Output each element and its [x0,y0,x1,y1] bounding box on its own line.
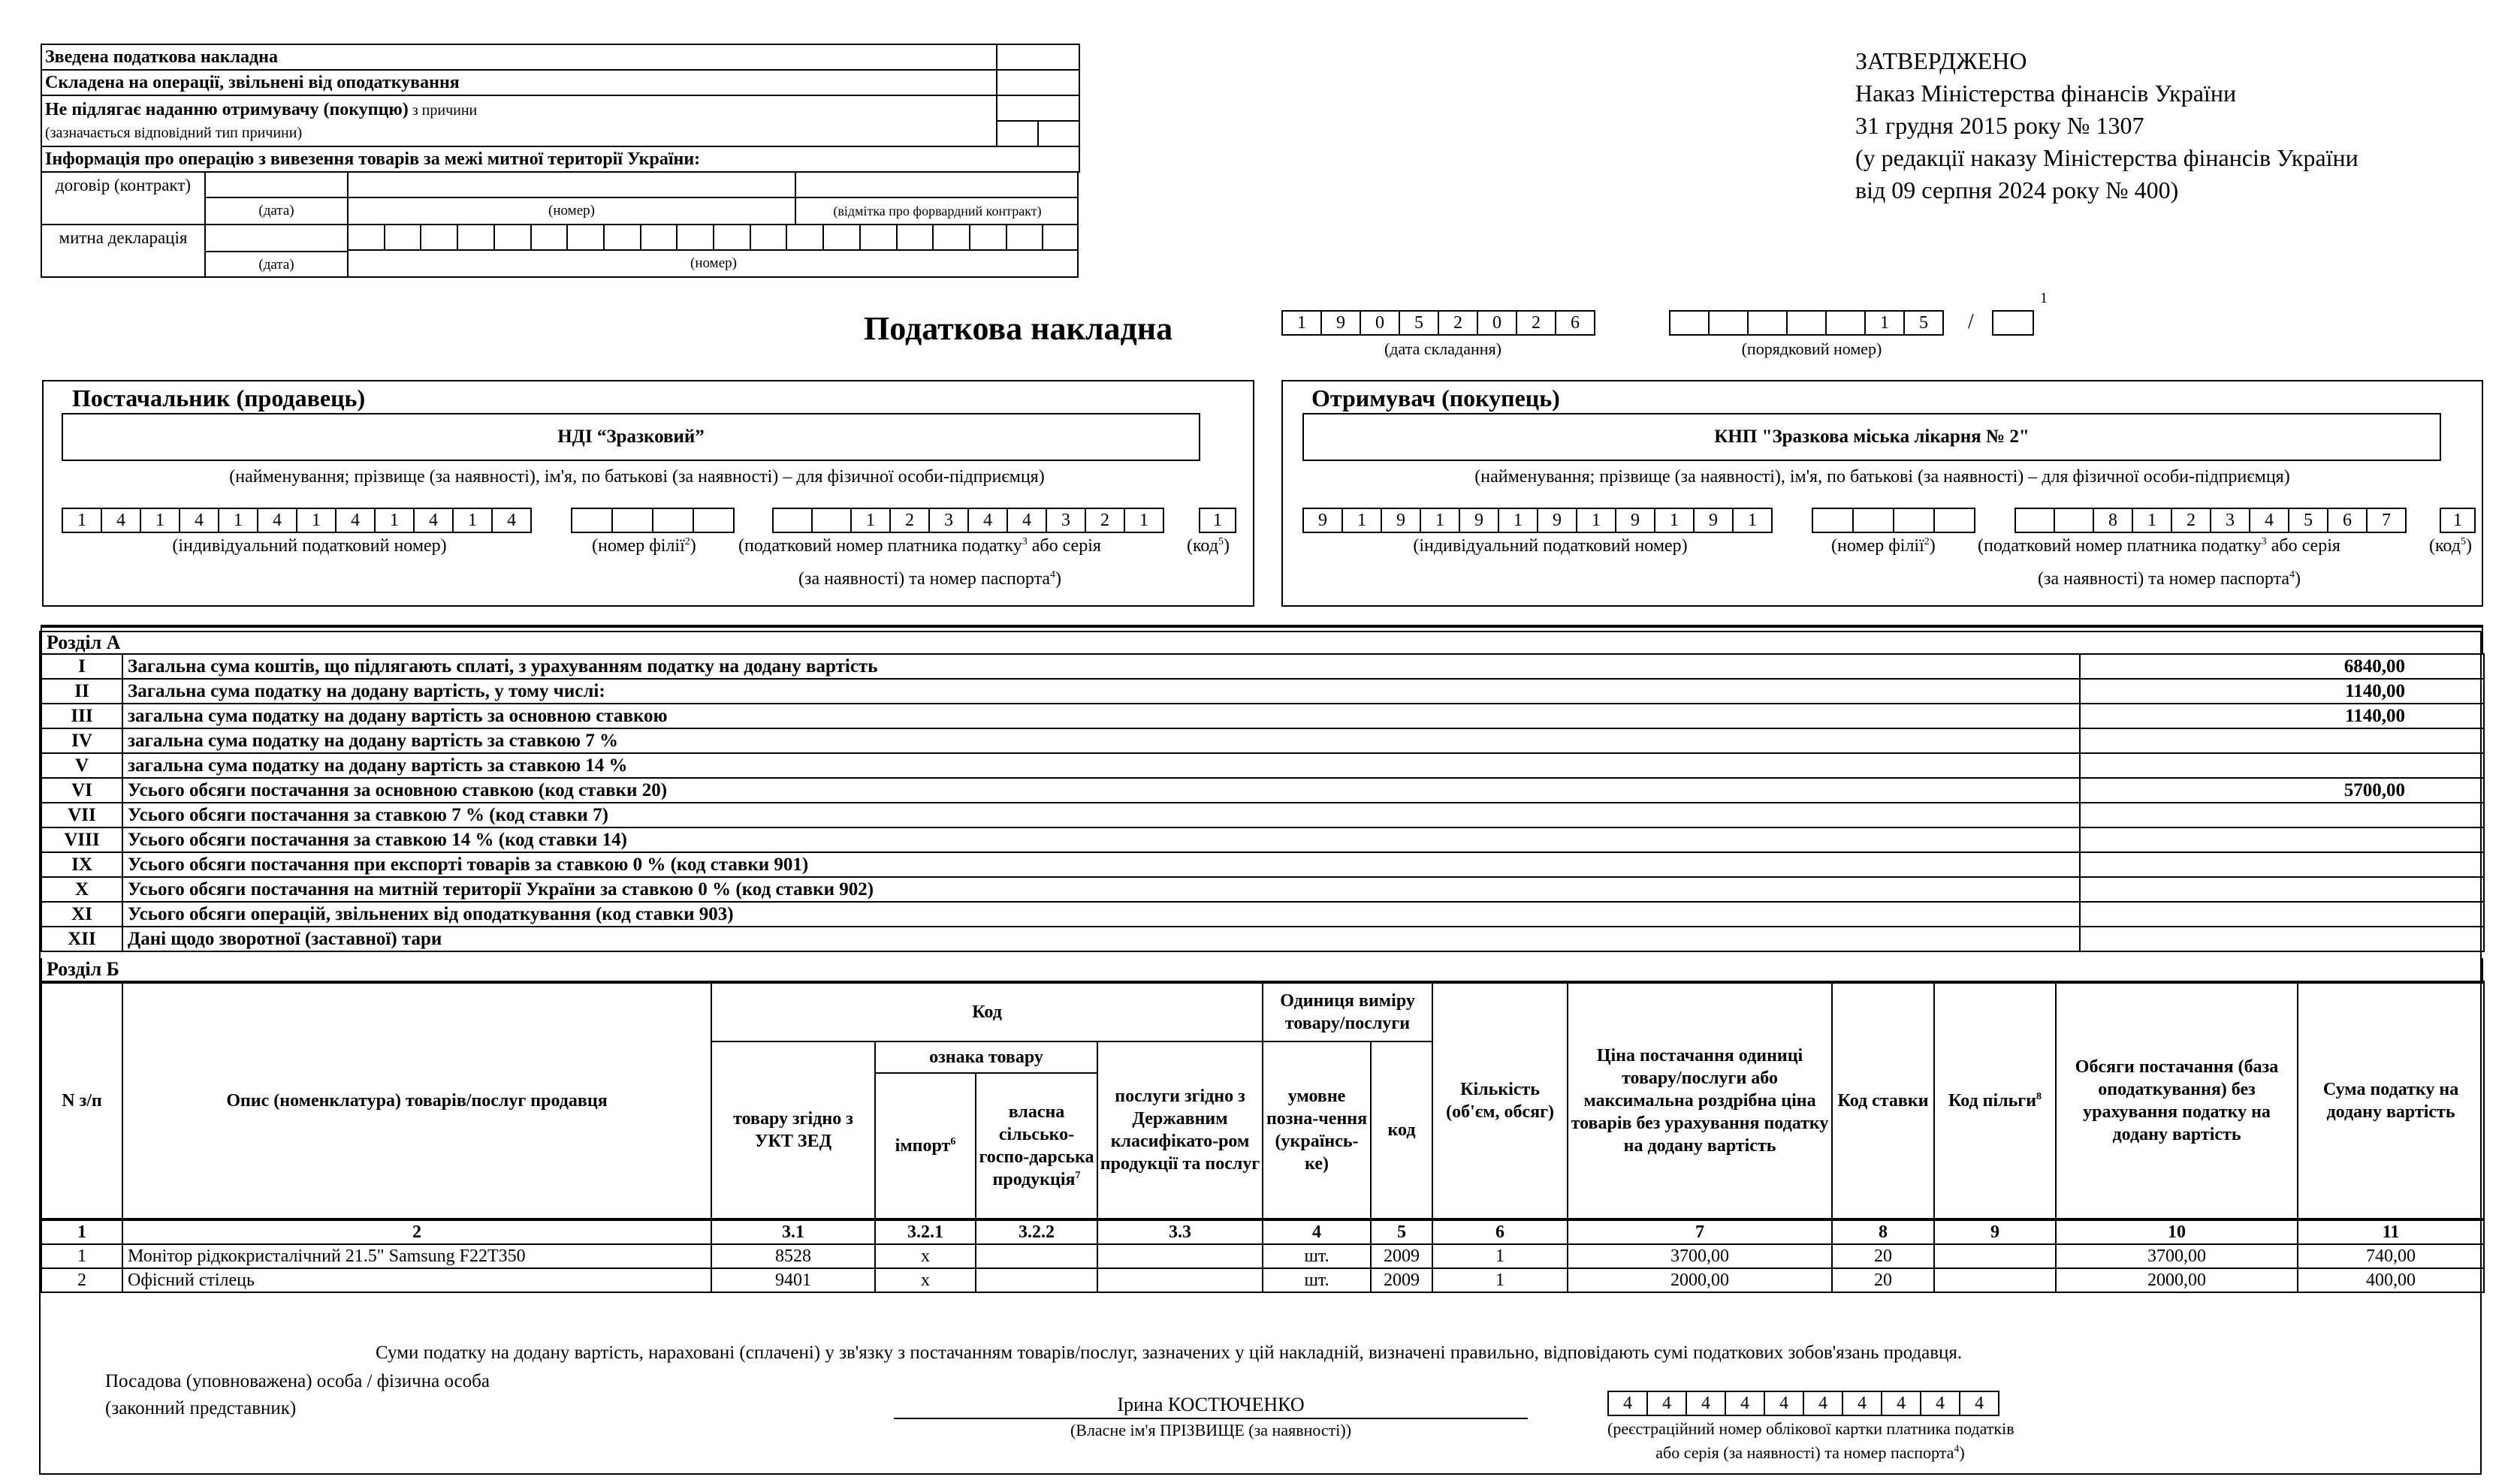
digit-box[interactable]: 1 [140,508,180,533]
digit-box[interactable] [772,508,813,533]
col-vat-header: Сума податку на додану вартість [2298,982,2484,1219]
digit-box[interactable]: 2 [889,508,930,533]
digit-box[interactable]: 1 [1654,508,1695,533]
section-a-row-number: IV [41,728,122,753]
forwarding-field[interactable] [796,173,1079,198]
digit-box[interactable]: 4 [1607,1391,1648,1416]
buyer-block [1281,380,2483,607]
digit-box[interactable]: 1 [850,508,891,533]
buyer-code-caption: (код$^5$) [2429,536,2472,556]
col-unit-name-header: умовне позна-чення (українсь-ке) [1263,1041,1371,1219]
reg-number-boxes[interactable] [1607,1391,1999,1416]
section-a-row-number: VIII [41,827,122,852]
not-delivered-label: Не підлягає наданню отримувачу (покупцю) з причини (зазначається відповідний тип причини) [41,95,997,146]
seller-name-field[interactable]: НДІ “Зразковий” [62,413,1200,461]
digit-box[interactable]: 4 [1764,1391,1804,1416]
consolidated-box[interactable] [997,44,1079,70]
contract-number-caption: (номер) [548,203,595,219]
seller-block [42,380,1254,607]
seller-branch-caption: (номер філії$^2$) [592,536,696,556]
reg-caption-2: або серія (за наявності) та номер паспорта$^4$) [1655,1443,1965,1462]
digit-box[interactable]: 4 [1646,1391,1687,1416]
goods-cell-desc[interactable]: Монітор рідкокристалічний 21.5" Samsung F22T350 [122,1244,711,1268]
col-sign-header: ознака товару [875,1041,1097,1073]
goods-cell-volume[interactable]: 2000,00 [2056,1268,2298,1292]
digit-box[interactable] [1747,310,1788,336]
seller-taxpayer-caption: (податковий номер платника податку$^3$ або серія [738,536,1101,556]
goods-cell-vat[interactable]: 400,00 [2298,1268,2484,1292]
approval-edition-date: від 09 серпня 2024 року № 400) [1855,176,2179,203]
section-a-row [41,654,2484,679]
digit-box[interactable]: 1 [452,508,493,533]
digit-box[interactable]: 1 [2132,508,2172,533]
customs-label: митна декларація [59,228,188,247]
section-b-title: Розділ Б [41,958,2483,981]
buyer-heading: Отримувач (покупець) [1311,384,1560,411]
section-a-row-number: X [41,877,122,902]
col-import-header: імпорт$^6$ [875,1073,976,1219]
col-benefit-header: Код пільги$^8$ [1934,982,2056,1219]
section-b-table [41,981,2485,1293]
col-rate-header: Код ставки [1832,982,1934,1219]
digit-box[interactable] [811,508,852,533]
digit-box[interactable]: 4 [967,508,1008,533]
digit-box[interactable]: 2 [1085,508,1125,533]
column-number: 7 [1568,1219,1832,1244]
section-a-row-text: загальна сума податку на додану вартість за ставкою 7 % [122,728,2080,753]
digit-box[interactable]: 1 [1341,508,1382,533]
digit-box[interactable]: 6 [2327,508,2368,533]
buyer-ipn-caption: (індивідуальний податковий номер) [1413,536,1688,556]
seller-code-box[interactable]: 1 [1199,508,1236,533]
goods-cell-import[interactable]: х [875,1268,976,1292]
digit-box[interactable]: 3 [1046,508,1086,533]
section-a-title: Розділ А [41,631,2483,653]
customs-date-caption: (дата) [258,257,294,273]
goods-cell-import[interactable]: х [875,1244,976,1268]
col-unit-code-header: код [1371,1041,1432,1219]
contract-date-caption: (дата) [206,198,347,225]
col-n-header: N з/п [41,982,122,1219]
digit-box[interactable]: 4 [1725,1391,1765,1416]
order-slash: / [1968,310,1974,333]
digit-box[interactable]: 1 [374,508,415,533]
goods-cell-benefit[interactable] [1934,1244,2056,1268]
digit-box[interactable]: 9 [1537,508,1577,533]
goods-cell-price[interactable]: 3700,00 [1568,1244,1832,1268]
contract-date-field[interactable] [206,173,347,198]
section-a-row-text: Загальна сума коштів, що підлягають сплаті, з урахуванням податку на додану вартість [122,654,2080,679]
export-info-label: Інформація про операцію з вивезення товарів за межі митної території України: [41,146,1079,172]
digit-box[interactable] [1825,310,1866,336]
col-qty-header: Кількість (об'єм, обсяг) [1432,982,1568,1219]
column-number: 3.1 [711,1219,875,1244]
digit-box[interactable]: 4 [257,508,297,533]
digit-box[interactable]: 9 [1320,310,1361,336]
section-a-row-value[interactable] [2080,753,2484,778]
buyer-branch-boxes[interactable] [1812,508,1975,533]
goods-cell-vat[interactable]: 740,00 [2298,1244,2484,1268]
digit-box[interactable]: 4 [1881,1391,1921,1416]
digit-box[interactable]: 5 [2288,508,2328,533]
section-a-table [41,653,2485,952]
exempt-label: Складена на операції, звільнені від оподаткування [41,70,997,95]
digit-box[interactable]: 4 [1803,1391,1843,1416]
digit-box[interactable]: 5 [1399,310,1439,336]
column-number: 5 [1371,1219,1432,1244]
section-a-row-text: Усього обсяги постачання за ставкою 7 % (код ставки 7) [122,803,2080,827]
section-a-row-value[interactable] [2080,877,2484,902]
digit-box[interactable]: 2 [1516,310,1556,336]
buyer-taxpayer-caption: (податковий номер платника податку$^3$ або серія [1978,536,2340,556]
section-a-row [41,728,2484,753]
section-a [41,625,2483,952]
section-a-row-value[interactable] [2080,803,2484,827]
digit-box[interactable]: 9 [1381,508,1421,533]
digit-box[interactable]: 2 [1438,310,1478,336]
digit-box[interactable] [1708,310,1749,336]
seller-heading: Постачальник (продавець) [72,384,366,411]
digit-box[interactable] [1669,310,1710,336]
order-number-boxes[interactable] [1669,310,1944,336]
section-a-row-value[interactable]: 1140,00 [2080,704,2484,728]
section-a-row-text: загальна сума податку на додану вартість за основною ставкою [122,704,2080,728]
section-a-row-number: XII [41,927,122,951]
section-a-row-text: Усього обсяги постачання за ставкою 14 % (код ставки 14) [122,827,2080,852]
col-price-header: Ціна постачання одиниці товару/послуги або максимальна роздрібна ціна товарів без урахування податку на додану вартість [1568,982,1832,1219]
export-details [41,173,1079,278]
footer-statement: Суми податку на додану вартість, нараховані (сплачені) у зв'язку з постачанням товарів/послуг, зазначених у цій накладній, визначені правильно, відповідають сумі податкових зобов'язань продавця. [376,1343,1963,1363]
buyer-branch-caption: (номер філії$^2$) [1831,536,1936,556]
col-desc-header: Опис (номенклатура) товарів/послуг продавця [122,982,711,1219]
digit-box[interactable]: 4 [1842,1391,1882,1416]
not-delivered-box[interactable] [997,96,1079,122]
goods-cell-own[interactable] [976,1244,1097,1268]
goods-cell-price[interactable]: 2000,00 [1568,1268,1832,1292]
column-number: 9 [1934,1219,2056,1244]
section-a-row [41,803,2484,827]
seller-code-caption: (код$^5$) [1187,536,1230,556]
digit-box[interactable]: 1 [62,508,102,533]
reg-caption-1: (реєстраційний номер облікової картки платника податків [1607,1419,2014,1438]
section-a-row-number: III [41,704,122,728]
buyer-passport-caption: (за наявності) та номер паспорта$^4$) [2038,569,2301,589]
digit-box[interactable]: 6 [1555,310,1595,336]
digit-box[interactable]: 1 [1420,508,1460,533]
buyer-taxpayer-boxes[interactable] [2014,508,2407,533]
digit-box[interactable]: 1 [1864,310,1905,336]
section-a-row-value[interactable] [2080,927,2484,951]
goods-cell-svc[interactable] [1097,1244,1263,1268]
digit-box[interactable]: 4 [335,508,376,533]
section-a-row-text: Дані щодо зворотної (заставної) тари [122,927,2080,951]
goods-row [41,1268,2484,1292]
digit-box[interactable]: 9 [1693,508,1734,533]
digit-box[interactable] [1786,310,1827,336]
section-a-row-number: I [41,654,122,679]
digit-box[interactable]: 4 [101,508,141,533]
approval-date: 31 грудня 2015 року № 1307 [1855,112,2144,139]
customs-number-caption: (номер) [690,255,737,271]
col-ukt-header: товару згідно з УКТ ЗЕД [711,1041,875,1219]
buyer-name-caption: (найменування; прізвище (за наявності), ім'я, по батькові (за наявності) – для фізичної особи-підприємця) [1474,467,2290,487]
digit-box[interactable]: 9 [1615,508,1655,533]
document-title: Податкова накладна [864,310,1173,347]
goods-cell-rate[interactable]: 20 [1832,1244,1934,1268]
column-number: 11 [2298,1219,2484,1244]
goods-cell-rate[interactable]: 20 [1832,1268,1934,1292]
section-a-row-text: Усього обсяги постачання на митній території України за ставкою 0 % (код ставки 902) [122,877,2080,902]
goods-cell-unit[interactable]: шт. [1263,1268,1371,1292]
buyer-name-field[interactable]: КНП "Зразкова міська лікарня № 2" [1302,413,2441,461]
section-a-row [41,877,2484,902]
digit-box[interactable]: 4 [491,508,532,533]
contract-number-field[interactable] [349,173,795,198]
digit-box[interactable]: 3 [928,508,969,533]
digit-box[interactable]: 1 [1124,508,1164,533]
buyer-code-box[interactable]: 1 [2440,508,2476,533]
seller-name-caption: (найменування; прізвище (за наявності), ім'я, по батькові (за наявності) – для фізичної особи-підприємця) [229,467,1045,487]
section-a-row [41,927,2484,951]
digit-box[interactable]: 1 [1498,508,1538,533]
consolidated-label: Зведена податкова накладна [41,44,997,70]
section-a-row-number: VII [41,803,122,827]
goods-cell-ukt[interactable]: 9401 [711,1268,875,1292]
seller-ipn-boxes[interactable] [62,508,532,533]
goods-cell-benefit[interactable] [1934,1268,2056,1292]
column-number: 3.3 [1097,1219,1263,1244]
section-a-row-number: XI [41,902,122,927]
section-a-row [41,902,2484,927]
goods-cell-qty[interactable]: 1 [1432,1244,1568,1268]
date-caption: (дата складання) [1384,339,1501,358]
reason-box-1[interactable] [997,122,1039,146]
digit-box[interactable]: 4 [413,508,454,533]
digit-box[interactable]: 3 [2210,508,2250,533]
digit-box[interactable]: 8 [2093,508,2133,533]
buyer-ipn-boxes[interactable] [1302,508,1773,533]
section-a-row-number: IX [41,852,122,877]
seller-taxpayer-boxes[interactable] [772,508,1164,533]
col-services-header: послуги згідно з Державним класифікато-ром продукції та послуг [1097,1041,1263,1219]
signer-caption: (Власне ім'я ПРІЗВИЩЕ (за наявності)) [1070,1421,1352,1439]
column-number: 6 [1432,1219,1568,1244]
col-unit-header: Одиниця виміру товару/послуги [1263,982,1432,1041]
signer-name[interactable]: Ірина КОСТЮЧЕНКО [894,1394,1528,1419]
section-a-row-value[interactable] [2080,728,2484,753]
section-a-row [41,679,2484,704]
digit-box[interactable]: 4 [2249,508,2289,533]
digit-box[interactable]: 5 [1903,310,1944,336]
section-a-row [41,778,2484,803]
section-a-row-value[interactable]: 6840,00 [2080,654,2484,679]
digit-box[interactable]: 0 [1477,310,1517,336]
digit-box[interactable] [2014,508,2055,533]
reason-box-2[interactable] [1039,122,1079,146]
section-a-row [41,827,2484,852]
section-a-row-text: Усього обсяги операцій, звільнених від оподаткування (код ставки 903) [122,902,2080,927]
date-digit-boxes[interactable] [1281,310,1595,336]
digit-box[interactable]: 1 [296,508,337,533]
seller-passport-caption: (за наявності) та номер паспорта$^4$) [798,569,1062,589]
col-code-header: Код [711,982,1263,1041]
section-a-row-value[interactable] [2080,902,2484,927]
goods-cell-volume[interactable]: 3700,00 [2056,1244,2298,1268]
section-a-row [41,852,2484,877]
digit-box[interactable] [2054,508,2094,533]
goods-cell-unit[interactable]: шт. [1263,1244,1371,1268]
section-a-row-value[interactable]: 5700,00 [2080,778,2484,803]
order-caption: (порядковий номер) [1741,339,1882,358]
official-label: Посадова (уповноважена) особа / фізична особа (законний представник) [105,1371,490,1418]
digit-box[interactable]: 1 [218,508,258,533]
column-number: 10 [2056,1219,2298,1244]
section-a-row-number: V [41,753,122,778]
section-a-row-text: Усього обсяги постачання при експорті товарів за ставкою 0 % (код ставки 901) [122,852,2080,877]
goods-cell-ukt[interactable]: 8528 [711,1244,875,1268]
goods-cell-n[interactable]: 2 [41,1268,122,1292]
col-volume-header: Обсяги постачання (база оподаткування) без урахування податку на додану вартість [2056,982,2298,1219]
section-a-row-value[interactable] [2080,827,2484,852]
digit-box[interactable]: 4 [1959,1391,1999,1416]
column-number: 4 [1263,1219,1371,1244]
digit-box[interactable]: 9 [1302,508,1343,533]
approval-order: Наказ Міністерства фінансів України [1855,80,2237,107]
goods-cell-code[interactable]: 2009 [1371,1244,1432,1268]
approval-block [1855,45,2359,206]
digit-box[interactable]: 7 [2366,508,2407,533]
goods-cell-own[interactable] [976,1268,1097,1292]
digit-box[interactable]: 2 [2171,508,2211,533]
goods-cell-svc[interactable] [1097,1268,1263,1292]
column-number: 3.2.2 [976,1219,1097,1244]
digit-box[interactable]: 9 [1459,508,1499,533]
section-a-row-value[interactable] [2080,852,2484,877]
section-a-row-number: VI [41,778,122,803]
goods-cell-qty[interactable]: 1 [1432,1268,1568,1292]
digit-box[interactable]: 1 [1732,508,1773,533]
digit-box[interactable]: 1 [1281,310,1322,336]
contract-label: договір (контракт) [55,176,192,194]
column-number: 8 [1832,1219,1934,1244]
goods-cell-n[interactable]: 1 [41,1244,122,1268]
digit-box[interactable]: 1 [1576,508,1616,533]
customs-number-boxes[interactable] [349,224,1079,251]
section-a-row-text: Загальна сума податку на додану вартість, у тому числі: [122,679,2080,704]
digit-box[interactable]: 4 [1686,1391,1726,1416]
goods-cell-desc[interactable]: Офісний стілець [122,1268,711,1292]
section-b [41,958,2483,1293]
digit-box[interactable]: 0 [1360,310,1400,336]
seller-ipn-caption: (індивідуальний податковий номер) [172,536,447,556]
column-number: 2 [122,1219,711,1244]
customs-date-field[interactable] [206,225,347,252]
column-number: 3.2.1 [875,1219,976,1244]
section-a-row-text: Усього обсяги постачання за основною ставкою (код ставки 20) [122,778,2080,803]
digit-box[interactable]: 4 [179,508,219,533]
order-superscript: 1 [2040,290,2048,306]
section-a-row-value[interactable]: 1140,00 [2080,679,2484,704]
digit-box[interactable]: 4 [1006,508,1047,533]
digit-box[interactable]: 4 [1920,1391,1960,1416]
section-a-row-text: загальна сума податку на додану вартість за ставкою 14 % [122,753,2080,778]
section-a-row [41,704,2484,728]
seller-branch-boxes[interactable] [571,508,735,533]
goods-row [41,1244,2484,1268]
section-a-row-number: II [41,679,122,704]
forwarding-caption: (відмітка про форвардний контракт) [833,203,1042,219]
goods-cell-code[interactable]: 2009 [1371,1268,1432,1292]
approval-edition: (у редакції наказу Міністерства фінансів України [1855,144,2359,171]
top-info-block [41,44,1079,278]
column-number: 1 [41,1219,122,1244]
order-branch-box[interactable] [1992,310,2034,336]
exempt-box[interactable] [997,70,1079,95]
approval-title: ЗАТВЕРДЖЕНО [1855,47,2027,74]
section-a-row [41,753,2484,778]
col-own-header: власна сільсько-госпо-дарська продукція$^7$ [976,1073,1097,1219]
